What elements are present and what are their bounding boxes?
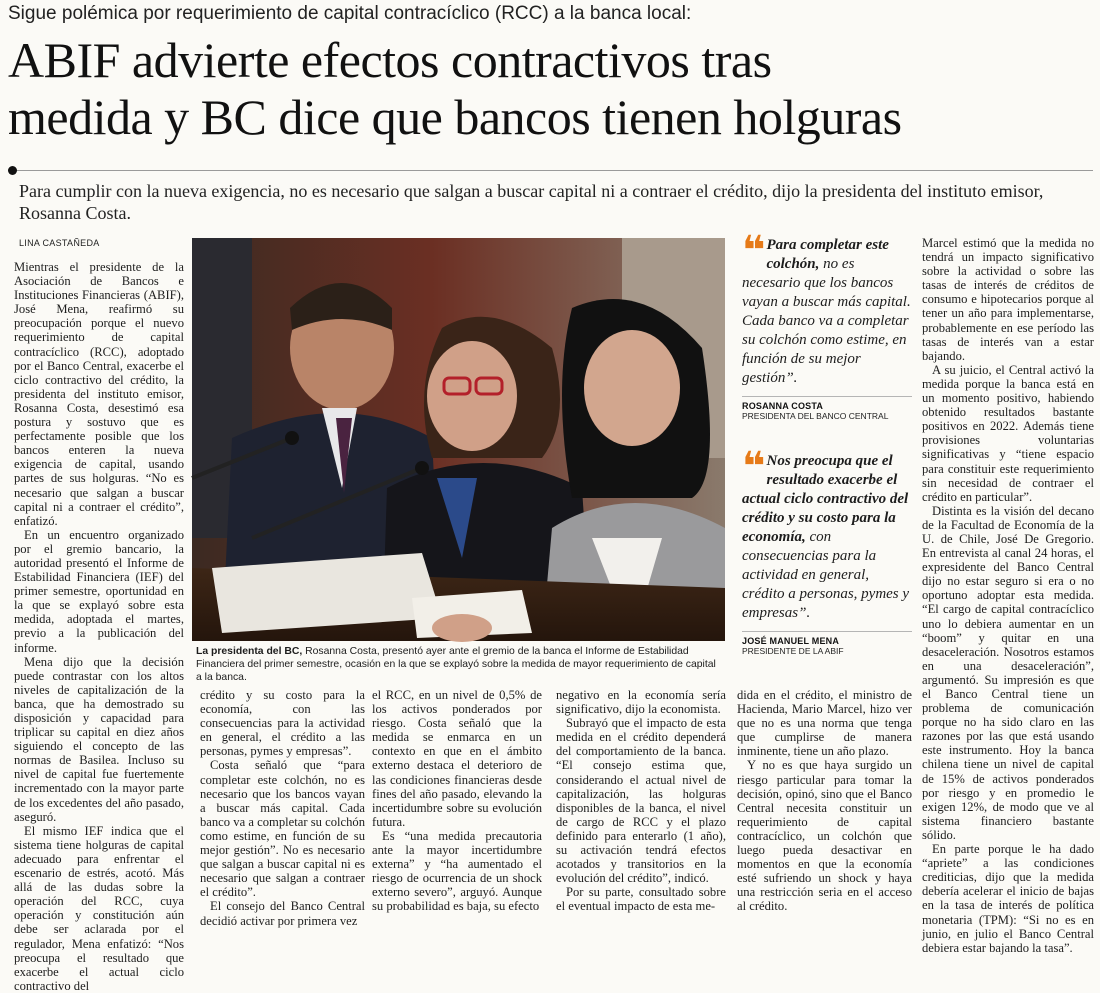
paragraph: Y no es que haya surgido un riesgo particular para tomar la decisión, opinó, sino que el Banco Central necesita constituir un requerimiento de capital contracíclico, un colchón que luego pueda desactivar en momentos en que la economía esté sufriendo un shock y haya una restricción seria en el acceso al crédito. xyxy=(737,758,912,914)
pull-quote-costa xyxy=(742,228,912,421)
pull-quote-divider xyxy=(742,396,912,397)
paragraph: En parte porque le ha dado “apriete” a las condiciones crediticias, dijo que la medida debería acelerar el inicio de bajas en la tasa de interés de política monetaria (TPM): “Si no es en junio, en julio el Banco Central debiera estar bajando la tasa”. xyxy=(922,842,1094,955)
paragraph: Es “una medida precautoria ante la mayor incertidumbre externa” y “ha aumentado el riesgo de ocurrencia de un shock externo severo”, arguyó. Aunque su probabilidad es baja, su efecto xyxy=(372,828,542,914)
pull-quote-bold: Nos preocupa que el resultado exacerbe el actual ciclo contractivo del crédito y su costo para la economía, xyxy=(742,453,909,545)
pull-quote-text xyxy=(742,228,912,388)
pull-quote-role: PRESIDENTE DE LA ABIF xyxy=(742,646,844,656)
article-column-1 xyxy=(14,260,184,993)
paragraph: El mismo IEF indica que el sistema tiene holguras de capital adecuado para enfrentar el escenario de estrés, acotó. Más allá de las dudas sobre la operación del RCC, cuya operación y constitución aún debe ser aclarada por el regulador, Mena enfatizó: “Nos preocupa el resultado que exacerbe el actual ciclo contractivo del xyxy=(14,823,184,993)
headline xyxy=(8,32,1098,146)
pull-quote-name: JOSÉ MANUEL MENA xyxy=(742,636,840,646)
paragraph: Mena dijo que la decisión puede contrastar con los altos niveles de capitalización de la banca, que ha demostrado su disposición y capacidad para triplicar su capital en diez años siguiendo el concepto de las normas de Basilea. Incluso su nivel de capital fue fuertemente incrementado con la mayor parte de los excedentes del año pasado, aseguró. xyxy=(14,654,184,824)
article-column-6 xyxy=(922,236,1094,955)
paragraph: Distinta es la visión del decano de la Facultad de Economía de la U. de Chile, José De Gregorio. En entrevista al canal 24 horas, el expresidente del Banco Central dijo no estar seguro si era o no oportuno adoptar esta medida. “El cargo de capital contracíclico uno lo debiera aumentar en un “boom” y quitar en una desaceleración. Nosotros estamos en una desaceleración”, argumentó. Su impresión es que el Banco Central tiene un problema de comunicación porque no ha sido claro en las razones por las que está usando este instrumento. Hoy la banca chilena tiene un nivel de capital de 15% de activos ponderados por riesgo y en promedio le exigen 12%, de modo que ve al sistema financiero bastante sólido. xyxy=(922,503,1094,842)
press-conference-photo xyxy=(192,238,725,641)
lead-paragraph: Para cumplir con la nueva exigencia, no es necesario que salgan a buscar capital ni a contraer el crédito, dijo la presidenta del instituto emisor, Rosanna Costa. xyxy=(19,181,1044,223)
paragraph: Mientras el presidente de la Asociación de Bancos e Instituciones Financieras (ABIF), José Mena, reafirmó su preocupación porque el nuevo requerimiento de capital contracíclico (RCC), adoptado por el Banco Central, exacerbe el ciclo contractivo del crédito, la presidenta del instituto emisor, Rosanna Costa, desestimó esa postura y sostuvo que es perfectamente posible que los bancos enteren la nueva exigencia de capital, usando partes de sus holguras. “No es necesario que salgan a buscar capital ni a contraer el crédito”, enfatizó. xyxy=(14,260,184,528)
paragraph: Marcel estimó que la medida no tendrá un impacto significativo sobre la actividad o sobre las tasas de interés de créditos de consumo e hipotecarios porque al tener un año para implementarse, probablemente en ese período las tasas de interés van a estar bajando. xyxy=(922,236,1094,363)
caption-text: Rosanna Costa, presentó ayer ante el gremio de la banca el Informe de Estabilidad Financiera del primer semestre, ocasión en la que se explayó sobre la medida de mayor requerimiento de capital a la banca. xyxy=(196,646,716,683)
byline: LINA CASTAÑEDA xyxy=(19,238,100,248)
paragraph: negativo en la economía sería significativo, dijo la economista. xyxy=(556,688,726,717)
paragraph: A su juicio, el Central activó la medida porque la banca está en un momento positivo, habiendo obtenido resultados bastante positivos en 2022. Además tiene provisiones voluntarias significativas y “tiene espacio para constituir este requerimiento sin necesidad de contraer el crédito en particular”. xyxy=(922,362,1094,504)
divider-dot xyxy=(8,166,17,175)
pull-quote-rest: con consecuencias para la actividad en general, crédito a personas, pymes y empresas”. xyxy=(742,529,910,621)
divider-rule xyxy=(8,170,1093,171)
headline-line-2: medida y BC dice que bancos tienen holguras xyxy=(8,89,902,145)
photo-illustration xyxy=(192,238,725,641)
headline-line-1: ABIF advierte efectos contractivos tras xyxy=(8,32,772,88)
caption-lead: La presidenta del BC, xyxy=(196,646,303,657)
quote-mark-icon: ❝ xyxy=(742,444,763,490)
paragraph: crédito y su costo para la economía, con las consecuencias para la actividad en general, el crédito a las personas, pymes y empresas”. xyxy=(200,688,365,759)
pull-quote-rest: no es necesario que los bancos vayan a buscar más capital. Cada banco va a completar su colchón como estime, en función de su mejor gestión”. xyxy=(742,256,911,386)
pull-quote-mena xyxy=(742,444,912,656)
paragraph: Costa señaló que “para completar este colchón, no es necesario que los bancos vayan a buscar más capital. Cada banco va a completar su colchón como estime, en función de su mejor gestión”. No es necesario que salgan a buscar capital ni es necesario que salgan a contraer el crédito”. xyxy=(200,758,365,900)
photo-caption xyxy=(196,645,724,684)
paragraph: el RCC, en un nivel de 0,5% de los activos ponderados por riesgo. Costa señaló que la medida se enmarca en un contexto en que en el ámbito externo destaca el deterioro de las condiciones financieras desde fines del año pasado, elevando la incertidumbre sobre su evolución futura. xyxy=(372,688,542,829)
pull-quote-divider xyxy=(742,631,912,632)
pull-quote-bold: Para completar este colchón, xyxy=(766,237,889,272)
article-column-2 xyxy=(200,688,365,928)
kicker: Sigue polémica por requerimiento de capital contracíclico (RCC) a la banca local: xyxy=(8,3,692,24)
pull-quote-name: ROSANNA COSTA xyxy=(742,401,824,411)
pull-quote-text xyxy=(742,444,912,623)
article-column-3 xyxy=(372,688,542,914)
article-column-5 xyxy=(737,688,912,914)
paragraph: dida en el crédito, el ministro de Hacienda, Mario Marcel, hizo ver que no es una norma que tenga que cumplirse de manera inminente, tiene un año plazo. xyxy=(737,688,912,759)
paragraph: Subrayó que el impacto de esta medida en el crédito dependerá del comportamiento de la banca. “El consejo estima que, considerando el actual nivel de capitalización, las holguras disponibles de la banca, el nivel de cargo de RCC y el plazo definido para enterarlo (1 año), su activación tendrá efectos acotados y transitorios en la evolución del crédito”, indicó. xyxy=(556,716,726,886)
paragraph: El consejo del Banco Central decidió activar por primera vez xyxy=(200,899,365,928)
paragraph: En un encuentro organizado por el gremio bancario, la autoridad presentó el Informe de Estabilidad Financiera (IEF) del primer semestre, oportunidad en la que se explayó sobre esta medida, adoptada el martes, previo a la publicación del informe. xyxy=(14,527,184,655)
paragraph: Por su parte, consultado sobre el eventual impacto de esta me- xyxy=(556,885,726,914)
article-column-4 xyxy=(556,688,726,914)
quote-mark-icon: ❝ xyxy=(742,228,763,274)
pull-quote-role: PRESIDENTA DEL BANCO CENTRAL xyxy=(742,411,889,421)
